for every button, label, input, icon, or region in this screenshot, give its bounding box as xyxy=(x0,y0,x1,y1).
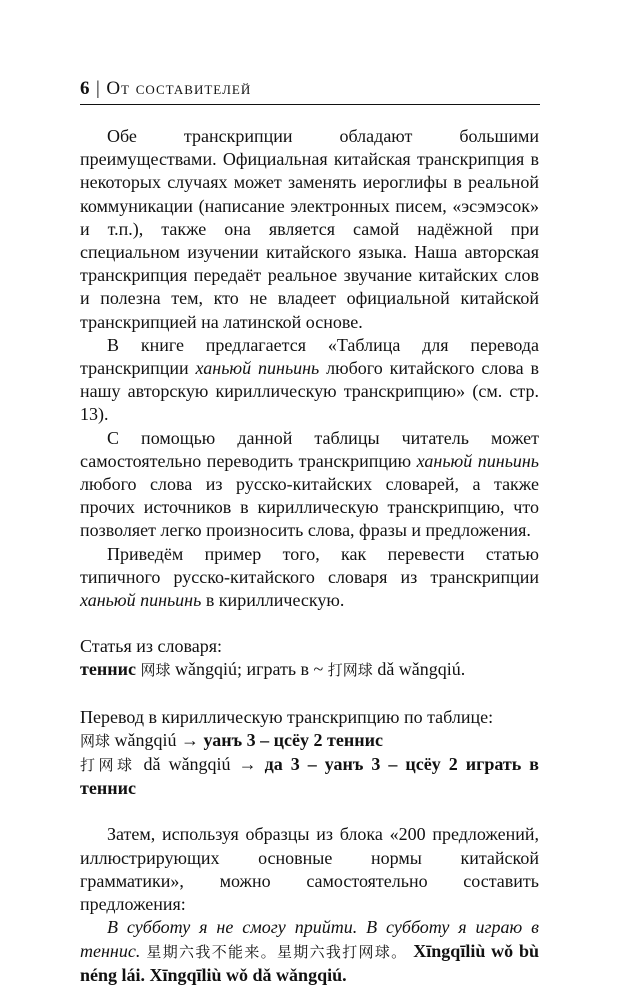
dictionary-label: Статья из словаря: xyxy=(80,636,222,657)
example-sentence xyxy=(80,916,539,987)
translation-line-1 xyxy=(80,729,539,753)
page-number: 6 xyxy=(80,78,90,99)
paragraph-4-text-end: в кириллическую. xyxy=(201,590,345,611)
paragraph-3-text: С помощью данной таблицы читатель может самостоятельно переводить транскрипцию xyxy=(80,427,539,471)
translation-pinyin: dǎ wǎngqiú → xyxy=(135,754,265,775)
paragraph-3-term: ханьюй пиньинь xyxy=(416,450,540,471)
dictionary-headword: теннис xyxy=(80,659,136,680)
translation-hanzi: 网球 xyxy=(80,731,111,750)
example-pinyin: Xīngqīliù wǒ bù néng lái. Xīngqīliù wǒ dǎ wǎngqiú. xyxy=(80,940,539,985)
paragraph-4 xyxy=(80,543,539,613)
dictionary-pinyin-phrase: dǎ wǎngqiú. xyxy=(372,659,466,680)
section-title: От составителей xyxy=(106,78,252,99)
spacer xyxy=(80,800,539,823)
translation-pinyin: wǎngqiú → xyxy=(110,729,204,750)
translation-cyrillic: да 3 – уанъ 3 – цсёу 2 играть в теннис xyxy=(80,754,539,799)
paragraph-2 xyxy=(80,334,539,427)
example-hanzi: 星期六我不能来。星期六我打网球。 xyxy=(140,942,408,961)
running-header xyxy=(80,78,540,100)
paragraph-2-text-end: любого китайского слова в нашу авторскую кириллическую транскрипцию» (см. стр. 13). xyxy=(80,358,540,425)
paragraph-5: Затем, используя образцы из блока «200 предложений, иллюстрирующих основные нормы китайской грамматики», можно самостоятельно составить предложения: xyxy=(80,824,539,915)
spacer xyxy=(80,612,539,635)
paragraph-2-term: ханьюй пиньинь xyxy=(195,358,320,379)
dictionary-hanzi-phrase: 打网球 xyxy=(327,661,373,680)
header-rule xyxy=(80,104,540,105)
translation-hanzi: 打网球 xyxy=(80,756,136,775)
header-separator: | xyxy=(96,78,101,99)
paragraph-3 xyxy=(80,427,539,543)
dictionary-entry xyxy=(80,658,539,682)
example-russian: В субботу я не смогу прийти. В субботу я играю в теннис. xyxy=(80,917,539,961)
page-body xyxy=(80,125,539,987)
paragraph-4-text: Приведём пример того, как перевести статью типичного русско-китайского словаря из транскрипции xyxy=(80,543,539,587)
paragraph-4-term: ханьюй пиньинь xyxy=(80,590,202,611)
paragraph-1: Обе транскрипции обладают большими преимуществами. Официальная китайская транскрипция в некоторых случаях может заменять иероглифы в реальной коммуникации (написание электронных писем, «эсэмэсок» и т.п.), также она является самой надёжной при специальном изучении китайского языка. Наша авторская транскрипция передаёт реальное звучание китайских слов и полезна тем, кто не владеет официальной китайской транскрипцией на латинской основе. xyxy=(80,126,539,332)
dictionary-pinyin: wǎngqiú; играть в ~ xyxy=(170,659,328,680)
dictionary-hanzi: 网球 xyxy=(140,661,171,680)
translation-line-2 xyxy=(80,753,539,800)
spacer xyxy=(80,683,539,706)
translation-label: Перевод в кириллическую транскрипцию по таблице: xyxy=(80,706,494,727)
paragraph-3-text-end: любого слова из русско-китайских словарей, а также прочих источников в кириллическую транскрипцию, что позволяет легко произносить слова, фразы и предложения. xyxy=(80,474,539,541)
translation-cyrillic: уанъ 3 – цсёу 2 теннис xyxy=(203,729,383,750)
paragraph-2-text: В книге предлагается «Таблица для перевода транскрипции xyxy=(80,334,539,379)
